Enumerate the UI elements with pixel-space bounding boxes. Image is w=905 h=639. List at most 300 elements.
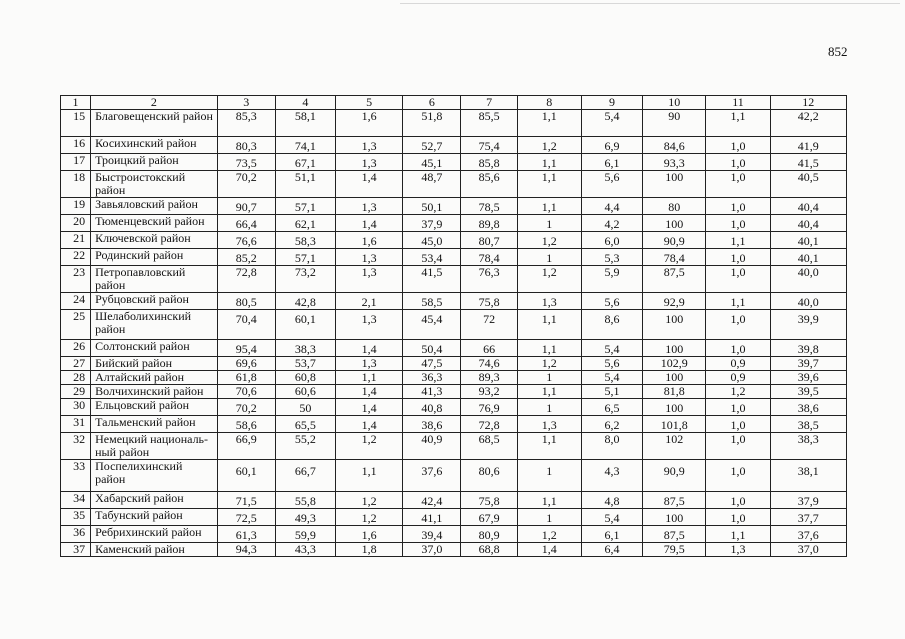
value-cell-col-11: 1,0 xyxy=(706,249,770,266)
value-cell-col-12: 38,5 xyxy=(770,416,846,433)
value-cell-col-9: 6,1 xyxy=(581,154,642,171)
value-cell-col-10: 102 xyxy=(643,433,706,460)
value-cell-col-3: 61,8 xyxy=(217,371,275,385)
value-cell-col-12: 40,5 xyxy=(770,171,846,198)
value-cell-col-12: 42,2 xyxy=(770,110,846,137)
row-number: 29 xyxy=(61,385,91,399)
value-cell-col-10: 81,8 xyxy=(643,385,706,399)
value-cell-col-6: 36,3 xyxy=(403,371,461,385)
value-cell-col-7: 75,8 xyxy=(461,492,517,509)
district-name: Тальменский район xyxy=(91,416,217,433)
value-cell-col-9: 5,3 xyxy=(581,249,642,266)
value-cell-col-5: 1,3 xyxy=(336,266,403,293)
row-number: 35 xyxy=(61,509,91,526)
table-row xyxy=(61,543,847,557)
value-cell-col-6: 51,8 xyxy=(403,110,461,137)
value-cell-col-7: 68,8 xyxy=(461,543,517,557)
value-cell-col-7: 72,8 xyxy=(461,416,517,433)
row-number: 20 xyxy=(61,215,91,232)
value-cell-col-5: 1,3 xyxy=(336,137,403,154)
value-cell-col-11: 0,9 xyxy=(706,371,770,385)
value-cell-col-3: 66,4 xyxy=(217,215,275,232)
value-cell-col-12: 40,4 xyxy=(770,215,846,232)
value-cell-col-12: 40,0 xyxy=(770,266,846,293)
value-cell-col-9: 5,4 xyxy=(581,371,642,385)
district-name: Поспелихинский район xyxy=(91,460,217,492)
row-number: 15 xyxy=(61,110,91,137)
table-row xyxy=(61,492,847,509)
value-cell-col-9: 4,3 xyxy=(581,460,642,492)
value-cell-col-4: 62,1 xyxy=(275,215,335,232)
row-number: 33 xyxy=(61,460,91,492)
district-name: Волчихинский район xyxy=(91,385,217,399)
table-row xyxy=(61,357,847,371)
value-cell-col-11: 1,0 xyxy=(706,198,770,215)
value-cell-col-9: 6,2 xyxy=(581,416,642,433)
table-row xyxy=(61,399,847,416)
value-cell-col-5: 1,6 xyxy=(336,110,403,137)
value-cell-col-9: 5,6 xyxy=(581,171,642,198)
value-cell-col-3: 58,6 xyxy=(217,416,275,433)
value-cell-col-7: 80,6 xyxy=(461,460,517,492)
value-cell-col-6: 52,7 xyxy=(403,137,461,154)
row-number: 16 xyxy=(61,137,91,154)
table-row xyxy=(61,310,847,340)
district-name: Благовещенский район xyxy=(91,110,217,137)
value-cell-col-7: 78,4 xyxy=(461,249,517,266)
value-cell-col-9: 4,4 xyxy=(581,198,642,215)
value-cell-col-12: 37,9 xyxy=(770,492,846,509)
value-cell-col-3: 95,4 xyxy=(217,340,275,357)
table-row xyxy=(61,198,847,215)
row-number: 17 xyxy=(61,154,91,171)
header-row xyxy=(61,96,847,110)
value-cell-col-9: 4,8 xyxy=(581,492,642,509)
value-cell-col-12: 37,6 xyxy=(770,526,846,543)
value-cell-col-7: 80,9 xyxy=(461,526,517,543)
value-cell-col-10: 102,9 xyxy=(643,357,706,371)
value-cell-col-5: 1,6 xyxy=(336,526,403,543)
district-name: Петропавловский район xyxy=(91,266,217,293)
value-cell-col-9: 8,0 xyxy=(581,433,642,460)
value-cell-col-6: 41,5 xyxy=(403,266,461,293)
value-cell-col-4: 60,1 xyxy=(275,310,335,340)
value-cell-col-11: 1,0 xyxy=(706,266,770,293)
value-cell-col-6: 50,1 xyxy=(403,198,461,215)
row-number: 25 xyxy=(61,310,91,340)
value-cell-col-8: 1 xyxy=(517,371,581,385)
table-row xyxy=(61,215,847,232)
value-cell-col-8: 1,4 xyxy=(517,543,581,557)
value-cell-col-4: 73,2 xyxy=(275,266,335,293)
row-number: 31 xyxy=(61,416,91,433)
value-cell-col-10: 100 xyxy=(643,171,706,198)
table-row xyxy=(61,385,847,399)
value-cell-col-8: 1,1 xyxy=(517,198,581,215)
value-cell-col-3: 94,3 xyxy=(217,543,275,557)
table-row xyxy=(61,266,847,293)
value-cell-col-8: 1,1 xyxy=(517,433,581,460)
row-number: 18 xyxy=(61,171,91,198)
value-cell-col-5: 2,1 xyxy=(336,293,403,310)
value-cell-col-12: 40,1 xyxy=(770,232,846,249)
row-number: 28 xyxy=(61,371,91,385)
value-cell-col-4: 55,2 xyxy=(275,433,335,460)
value-cell-col-6: 41,3 xyxy=(403,385,461,399)
district-name: Ельцовский район xyxy=(91,399,217,416)
value-cell-col-8: 1,3 xyxy=(517,416,581,433)
value-cell-col-11: 1,0 xyxy=(706,340,770,357)
row-number: 32 xyxy=(61,433,91,460)
value-cell-col-3: 80,5 xyxy=(217,293,275,310)
district-name: Ребрихинский район xyxy=(91,526,217,543)
value-cell-col-8: 1 xyxy=(517,215,581,232)
table-row xyxy=(61,371,847,385)
value-cell-col-6: 40,8 xyxy=(403,399,461,416)
value-cell-col-4: 43,3 xyxy=(275,543,335,557)
value-cell-col-12: 40,0 xyxy=(770,293,846,310)
row-number: 23 xyxy=(61,266,91,293)
value-cell-col-5: 1,3 xyxy=(336,357,403,371)
value-cell-col-5: 1,4 xyxy=(336,416,403,433)
value-cell-col-5: 1,2 xyxy=(336,492,403,509)
value-cell-col-8: 1,2 xyxy=(517,357,581,371)
value-cell-col-7: 85,8 xyxy=(461,154,517,171)
district-name: Тюменцевский район xyxy=(91,215,217,232)
value-cell-col-3: 71,5 xyxy=(217,492,275,509)
row-number: 30 xyxy=(61,399,91,416)
value-cell-col-8: 1,2 xyxy=(517,137,581,154)
value-cell-col-12: 38,6 xyxy=(770,399,846,416)
value-cell-col-7: 89,3 xyxy=(461,371,517,385)
value-cell-col-8: 1,2 xyxy=(517,232,581,249)
value-cell-col-7: 72 xyxy=(461,310,517,340)
row-number: 21 xyxy=(61,232,91,249)
value-cell-col-6: 39,4 xyxy=(403,526,461,543)
value-cell-col-4: 57,1 xyxy=(275,249,335,266)
district-table xyxy=(60,95,847,557)
value-cell-col-9: 6,9 xyxy=(581,137,642,154)
value-cell-col-4: 42,8 xyxy=(275,293,335,310)
value-cell-col-4: 58,3 xyxy=(275,232,335,249)
value-cell-col-7: 89,8 xyxy=(461,215,517,232)
value-cell-col-6: 37,6 xyxy=(403,460,461,492)
table-row xyxy=(61,293,847,310)
value-cell-col-3: 70,2 xyxy=(217,171,275,198)
value-cell-col-10: 84,6 xyxy=(643,137,706,154)
table-row xyxy=(61,433,847,460)
column-header-6: 6 xyxy=(403,96,461,110)
value-cell-col-10: 87,5 xyxy=(643,266,706,293)
column-header-2: 2 xyxy=(91,96,217,110)
value-cell-col-10: 80 xyxy=(643,198,706,215)
row-number: 22 xyxy=(61,249,91,266)
value-cell-col-10: 78,4 xyxy=(643,249,706,266)
value-cell-col-11: 1,3 xyxy=(706,543,770,557)
value-cell-col-7: 78,5 xyxy=(461,198,517,215)
value-cell-col-10: 93,3 xyxy=(643,154,706,171)
column-header-11: 11 xyxy=(706,96,770,110)
value-cell-col-4: 58,1 xyxy=(275,110,335,137)
value-cell-col-8: 1,1 xyxy=(517,154,581,171)
value-cell-col-10: 100 xyxy=(643,310,706,340)
row-number: 24 xyxy=(61,293,91,310)
value-cell-col-3: 76,6 xyxy=(217,232,275,249)
value-cell-col-7: 68,5 xyxy=(461,433,517,460)
value-cell-col-5: 1,4 xyxy=(336,171,403,198)
value-cell-col-7: 85,6 xyxy=(461,171,517,198)
value-cell-col-5: 1,4 xyxy=(336,340,403,357)
table-row xyxy=(61,340,847,357)
value-cell-col-8: 1,2 xyxy=(517,266,581,293)
value-cell-col-6: 38,6 xyxy=(403,416,461,433)
table-body xyxy=(61,96,847,557)
value-cell-col-4: 55,8 xyxy=(275,492,335,509)
value-cell-col-7: 75,4 xyxy=(461,137,517,154)
value-cell-col-11: 1,1 xyxy=(706,232,770,249)
district-name: Завьяловский район xyxy=(91,198,217,215)
value-cell-col-5: 1,2 xyxy=(336,433,403,460)
row-number: 19 xyxy=(61,198,91,215)
value-cell-col-10: 92,9 xyxy=(643,293,706,310)
column-header-8: 8 xyxy=(517,96,581,110)
value-cell-col-11: 1,2 xyxy=(706,385,770,399)
value-cell-col-4: 57,1 xyxy=(275,198,335,215)
value-cell-col-8: 1,1 xyxy=(517,492,581,509)
value-cell-col-5: 1,3 xyxy=(336,310,403,340)
district-name: Немецкий националь-ный район xyxy=(91,433,217,460)
row-number: 37 xyxy=(61,543,91,557)
value-cell-col-9: 5,9 xyxy=(581,266,642,293)
value-cell-col-7: 76,3 xyxy=(461,266,517,293)
value-cell-col-9: 8,6 xyxy=(581,310,642,340)
value-cell-col-6: 48,7 xyxy=(403,171,461,198)
value-cell-col-3: 85,2 xyxy=(217,249,275,266)
value-cell-col-12: 40,1 xyxy=(770,249,846,266)
value-cell-col-10: 100 xyxy=(643,399,706,416)
value-cell-col-10: 79,5 xyxy=(643,543,706,557)
value-cell-col-8: 1 xyxy=(517,460,581,492)
value-cell-col-7: 67,9 xyxy=(461,509,517,526)
value-cell-col-10: 100 xyxy=(643,371,706,385)
value-cell-col-10: 87,5 xyxy=(643,526,706,543)
page-number: 852 xyxy=(828,44,848,59)
value-cell-col-11: 1,0 xyxy=(706,215,770,232)
value-cell-col-5: 1,3 xyxy=(336,198,403,215)
value-cell-col-5: 1,4 xyxy=(336,399,403,416)
value-cell-col-6: 42,4 xyxy=(403,492,461,509)
value-cell-col-8: 1,1 xyxy=(517,171,581,198)
value-cell-col-10: 100 xyxy=(643,215,706,232)
value-cell-col-5: 1,4 xyxy=(336,215,403,232)
value-cell-col-6: 47,5 xyxy=(403,357,461,371)
value-cell-col-11: 1,0 xyxy=(706,171,770,198)
district-name: Табунский район xyxy=(91,509,217,526)
district-name: Бийский район xyxy=(91,357,217,371)
district-name: Косихинский район xyxy=(91,137,217,154)
value-cell-col-6: 40,9 xyxy=(403,433,461,460)
column-header-10: 10 xyxy=(643,96,706,110)
district-name: Каменский район xyxy=(91,543,217,557)
value-cell-col-5: 1,8 xyxy=(336,543,403,557)
district-name: Рубцовский район xyxy=(91,293,217,310)
value-cell-col-6: 37,0 xyxy=(403,543,461,557)
value-cell-col-4: 51,1 xyxy=(275,171,335,198)
value-cell-col-9: 5,6 xyxy=(581,357,642,371)
value-cell-col-3: 69,6 xyxy=(217,357,275,371)
value-cell-col-5: 1,1 xyxy=(336,371,403,385)
value-cell-col-11: 1,0 xyxy=(706,492,770,509)
value-cell-col-11: 1,0 xyxy=(706,154,770,171)
value-cell-col-12: 41,9 xyxy=(770,137,846,154)
value-cell-col-6: 41,1 xyxy=(403,509,461,526)
value-cell-col-12: 37,7 xyxy=(770,509,846,526)
value-cell-col-5: 1,3 xyxy=(336,154,403,171)
value-cell-col-12: 39,9 xyxy=(770,310,846,340)
value-cell-col-9: 5,6 xyxy=(581,293,642,310)
value-cell-col-12: 37,0 xyxy=(770,543,846,557)
table-row xyxy=(61,171,847,198)
value-cell-col-4: 59,9 xyxy=(275,526,335,543)
value-cell-col-9: 6,1 xyxy=(581,526,642,543)
value-cell-col-7: 66 xyxy=(461,340,517,357)
value-cell-col-3: 72,5 xyxy=(217,509,275,526)
district-name: Хабарский район xyxy=(91,492,217,509)
column-header-12: 12 xyxy=(770,96,846,110)
value-cell-col-5: 1,4 xyxy=(336,385,403,399)
scan-artifact-line xyxy=(400,3,900,4)
district-name: Ключевской район xyxy=(91,232,217,249)
table-row xyxy=(61,249,847,266)
value-cell-col-9: 6,4 xyxy=(581,543,642,557)
value-cell-col-5: 1,2 xyxy=(336,509,403,526)
row-number: 27 xyxy=(61,357,91,371)
value-cell-col-8: 1,1 xyxy=(517,340,581,357)
value-cell-col-3: 80,3 xyxy=(217,137,275,154)
table-row xyxy=(61,137,847,154)
row-number: 36 xyxy=(61,526,91,543)
value-cell-col-5: 1,3 xyxy=(336,249,403,266)
value-cell-col-9: 5,4 xyxy=(581,340,642,357)
value-cell-col-12: 38,1 xyxy=(770,460,846,492)
table-row xyxy=(61,232,847,249)
value-cell-col-12: 39,7 xyxy=(770,357,846,371)
table-row xyxy=(61,154,847,171)
value-cell-col-10: 90 xyxy=(643,110,706,137)
table-row xyxy=(61,416,847,433)
value-cell-col-6: 45,1 xyxy=(403,154,461,171)
value-cell-col-7: 74,6 xyxy=(461,357,517,371)
value-cell-col-9: 5,1 xyxy=(581,385,642,399)
value-cell-col-8: 1,1 xyxy=(517,385,581,399)
value-cell-col-7: 75,8 xyxy=(461,293,517,310)
value-cell-col-10: 90,9 xyxy=(643,232,706,249)
value-cell-col-6: 37,9 xyxy=(403,215,461,232)
value-cell-col-12: 41,5 xyxy=(770,154,846,171)
column-header-5: 5 xyxy=(336,96,403,110)
table-row xyxy=(61,509,847,526)
value-cell-col-6: 45,4 xyxy=(403,310,461,340)
value-cell-col-8: 1 xyxy=(517,249,581,266)
value-cell-col-3: 66,9 xyxy=(217,433,275,460)
value-cell-col-10: 100 xyxy=(643,340,706,357)
value-cell-col-12: 39,5 xyxy=(770,385,846,399)
value-cell-col-11: 1,1 xyxy=(706,293,770,310)
value-cell-col-11: 0,9 xyxy=(706,357,770,371)
value-cell-col-8: 1,2 xyxy=(517,526,581,543)
column-header-7: 7 xyxy=(461,96,517,110)
value-cell-col-8: 1,1 xyxy=(517,310,581,340)
value-cell-col-9: 4,2 xyxy=(581,215,642,232)
value-cell-col-5: 1,6 xyxy=(336,232,403,249)
district-name: Алтайский район xyxy=(91,371,217,385)
value-cell-col-11: 1,0 xyxy=(706,509,770,526)
value-cell-col-9: 5,4 xyxy=(581,110,642,137)
value-cell-col-3: 73,5 xyxy=(217,154,275,171)
value-cell-col-6: 53,4 xyxy=(403,249,461,266)
value-cell-col-5: 1,1 xyxy=(336,460,403,492)
value-cell-col-4: 74,1 xyxy=(275,137,335,154)
value-cell-col-11: 1,0 xyxy=(706,460,770,492)
column-header-9: 9 xyxy=(581,96,642,110)
value-cell-col-10: 90,9 xyxy=(643,460,706,492)
row-number: 34 xyxy=(61,492,91,509)
value-cell-col-3: 70,6 xyxy=(217,385,275,399)
district-name: Шелаболихинский район xyxy=(91,310,217,340)
value-cell-col-12: 39,6 xyxy=(770,371,846,385)
value-cell-col-3: 70,4 xyxy=(217,310,275,340)
value-cell-col-3: 61,3 xyxy=(217,526,275,543)
value-cell-col-11: 1,0 xyxy=(706,433,770,460)
value-cell-col-3: 90,7 xyxy=(217,198,275,215)
value-cell-col-7: 93,2 xyxy=(461,385,517,399)
value-cell-col-4: 67,1 xyxy=(275,154,335,171)
value-cell-col-12: 39,8 xyxy=(770,340,846,357)
value-cell-col-10: 100 xyxy=(643,509,706,526)
value-cell-col-4: 38,3 xyxy=(275,340,335,357)
column-header-1: 1 xyxy=(61,96,91,110)
value-cell-col-10: 87,5 xyxy=(643,492,706,509)
value-cell-col-3: 70,2 xyxy=(217,399,275,416)
value-cell-col-4: 65,5 xyxy=(275,416,335,433)
value-cell-col-11: 1,0 xyxy=(706,416,770,433)
value-cell-col-11: 1,1 xyxy=(706,110,770,137)
value-cell-col-7: 85,5 xyxy=(461,110,517,137)
value-cell-col-8: 1 xyxy=(517,399,581,416)
value-cell-col-6: 58,5 xyxy=(403,293,461,310)
value-cell-col-4: 50 xyxy=(275,399,335,416)
row-number: 26 xyxy=(61,340,91,357)
district-name: Родинский район xyxy=(91,249,217,266)
value-cell-col-9: 5,4 xyxy=(581,509,642,526)
value-cell-col-9: 6,5 xyxy=(581,399,642,416)
value-cell-col-4: 49,3 xyxy=(275,509,335,526)
value-cell-col-12: 38,3 xyxy=(770,433,846,460)
column-header-4: 4 xyxy=(275,96,335,110)
value-cell-col-6: 50,4 xyxy=(403,340,461,357)
value-cell-col-4: 66,7 xyxy=(275,460,335,492)
value-cell-col-8: 1,1 xyxy=(517,110,581,137)
value-cell-col-11: 1,1 xyxy=(706,526,770,543)
column-header-3: 3 xyxy=(217,96,275,110)
table-row xyxy=(61,526,847,543)
district-name: Троицкий район xyxy=(91,154,217,171)
value-cell-col-11: 1,0 xyxy=(706,310,770,340)
value-cell-col-7: 80,7 xyxy=(461,232,517,249)
table-row xyxy=(61,110,847,137)
table-row xyxy=(61,460,847,492)
value-cell-col-7: 76,9 xyxy=(461,399,517,416)
